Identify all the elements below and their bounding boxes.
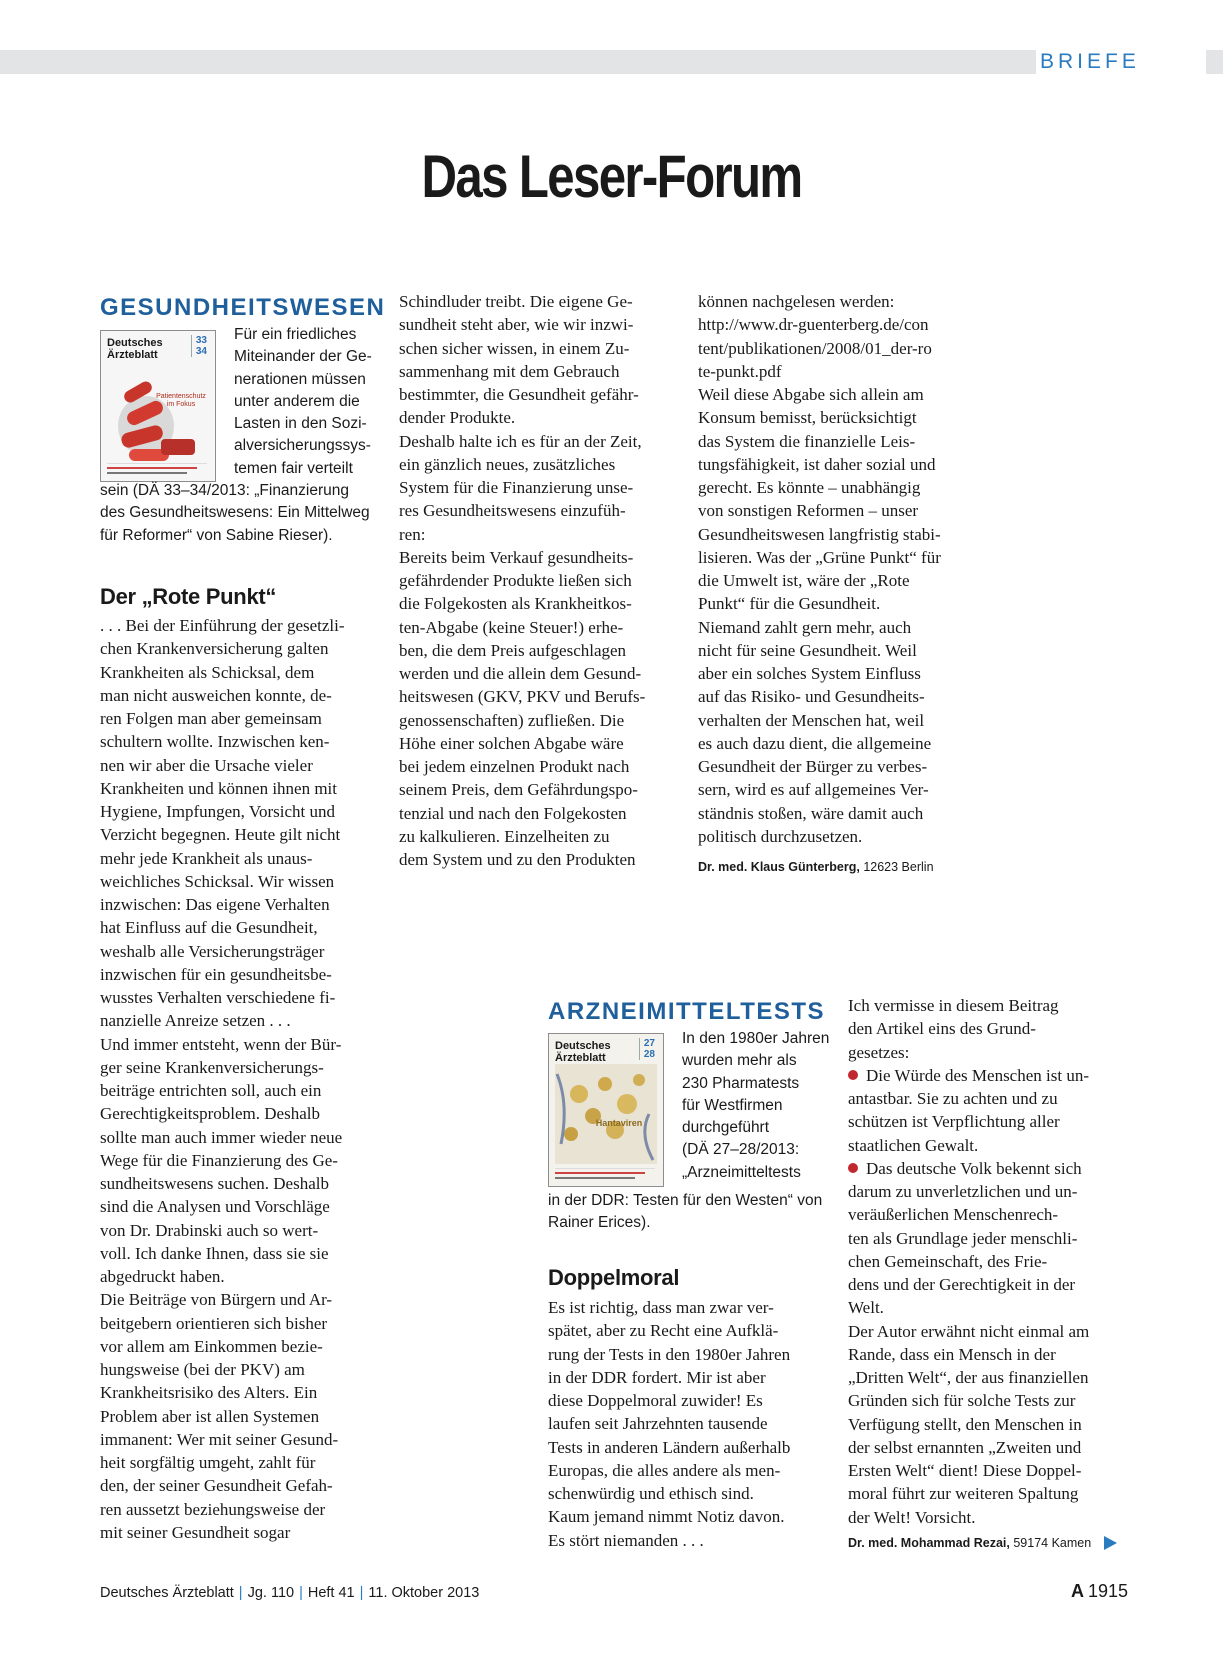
bullet-dot-icon — [848, 1070, 858, 1080]
letter-body-column-1: . . . Bei der Einführung der gesetzli- chen Krankenversicherung galten Krankheiten als Schicksal, dem man nicht ausweichen konnte, de- ren Folgen man aber gemeinsam schultern wollte. Inzwischen ken- nen wir aber die Ursache vieler Krankheiten und können ihnen mit Hygiene, Impfungen, Vorsicht und Verzicht begegnen. Heute gilt nicht mehr jede Krankheit als unaus- weichliches Schicksal. Wir wissen inzwischen: Das eigene Verhalten hat Einfluss auf die Gesundheit, weshalb alle Versicherungsträger inzwischen für ein gesundheitsbe- wusstes Verhalten verschiedene fi- nanzielle Anreize setzen . . . Und immer entsteht, wenn der Bür- ger seine Krankenversicherungs- beiträge entrichten soll, auch ein Gerechtigkeitsproblem. Deshalb sollte man auch immer wieder neue Wege für die Finanzierung des Ge- sundheitswesens suchen. Deshalb sind die Analysen und Vorschläge von Dr. Drabinski auch so wert- voll. Ich danke Ihnen, dass sie sie abgedruckt haben. Die Beiträge von Bürgern und Ar- beitgebern orientieren sich bisher vor allem am Einkommen bezie- hungsweise (bei der PKV) am Krankheitsrisiko des Alters. Ein Problem aber ist allen Systemen immanent: Wer mit seiner Gesund- heit sorgfältig umgeht, zahlt für den, der seiner Gesundheit Gefah- ren aussetzt beziehungsweise der mit seiner Gesundheit sogar — [100, 616, 345, 1542]
section-label: BRIEFE — [1036, 49, 1206, 75]
cover-masthead: Deutsches Ärzteblatt — [107, 337, 163, 361]
topic-kicker-arzneimitteltests: ARZNEIMITTELTESTS — [548, 998, 826, 1025]
letter-body-column-2: Ich vermisse in diesem Beitrag den Artikel eins des Grund- gesetzes: Die Würde des Menschen ist un- antastbar. Sie zu achten und zu schützen ist Verpflichtung aller staatlichen Gewalt. Das deutsche Volk bekennt sich darum zu unverletzlichen und un- veräußerlichen Menschenrech- ten als Grundlage jeder menschli- chen Gemeinschaft, des Frie- dens und der Gerechtigkeit in der Welt. Der Autor erwähnt nicht einmal am Rande, dass ein Mensch in der „Dritten Welt“, der aus finanziellen Gründen sich für solche Tests zur Verfügung stellt, den Menschen in der selbst ernannten „Zweiten und Ersten Welt“ dient! Diese Doppel- moral führt zur weiteren Spaltung der Welt! Vorsicht. — [848, 996, 1090, 1527]
continue-arrow-icon — [1104, 1536, 1117, 1550]
cover-thumbnail — [548, 1033, 664, 1187]
footer-volume: Jg. 110 — [247, 1585, 295, 1601]
letter-body-column-2: Schindluder treibt. Die eigene Ge- sundheit steht aber, wie wir inzwi- schen sicher wissen, in einem Zu- sammenhang mit dem Gebrauch bestimmter, die Gesundheit gefähr- dender Produkte. Deshalb halte ich es für an der Zeit, ein gänzlich neues, zusätzliches System für die Finanzierung unse- res Gesundheitswesens einzufüh- ren: Bereits beim Verkauf gesundheits- gefährdender Produkte ließen sich die Folgekosten als Krankheitkos- ten-Abgabe (keine Steuer!) erhe- ben, die dem Preis aufgeschlagen werden und die allein dem Gesund- heitswesen (GKV, PKV und Berufs- genossenschaften) zufließen. Die Höhe einer solchen Abgabe wäre bei jedem einzelnen Produkt nach seinem Preis, dem Gefährdungspo- tenzial und nach den Folgekosten zu kalkulieren. Einzelheiten zu dem System und zu den Produkten — [399, 292, 646, 869]
cover-footer — [555, 1168, 655, 1181]
footer-journal: Deutsches Ärzteblatt — [100, 1585, 234, 1601]
cover-issue-number: 33 34 — [191, 335, 207, 357]
lead-text: Für ein friedliches Miteinander der Ge- nerationen müssen unter anderem die Lasten in den Sozi- alversicherungssys- temen fair verteilt — [234, 326, 372, 477]
cover-masthead: Deutsches Ärzteblatt — [555, 1040, 611, 1064]
letter-body-column-3: können nachgelesen werden: http://www.dr-guenterberg.de/con tent/publikationen/2008/01_der-ro te-punkt.pdf Weil diese Abgabe sich allein am Konsum bemisst, berücksichtigt das System die finanzielle Leis- tungsfähigkeit, ist daher sozial und gerecht. Es könnte – unabhängig von sonstigen Reformen – unser Gesundheitswesen langfristig stabi- lisieren. Was der „Grüne Punkt“ für die Umwelt ist, wäre der „Rote Punkt“ für die Gesundheit. Niemand zahlt gern mehr, auch nicht für seine Gesundheit. Weil aber ein solches System Einfluss auf das Risiko- und Gesundheits- verhalten der Menschen hat, weil es auch dazu dient, die allgemeine Gesundheit der Bürger zu verbes- sern, wird es auf allgemeines Ver- ständnis stoßen, wäre damit auch politisch durchzusetzen. — [698, 292, 941, 846]
cover-headline: Hantaviren — [595, 1118, 643, 1128]
letter-headline: Der „Rote Punkt“ — [100, 584, 277, 609]
lead-text-continued: sein (DÄ 33–34/2013: „Finanzierung des Gesundheitswesens: Ein Mittelweg für Reformer“ von Sabine Rieser). — [100, 482, 370, 544]
lead-text-continued: in der DDR: Testen für den Westen“ von Rainer Erices). — [548, 1192, 823, 1232]
cover-headline: Patientenschutz im Fokus — [156, 393, 206, 408]
topic-kicker-gesundheitswesen: GESUNDHEITSWESEN — [100, 294, 386, 321]
bullet-item: Die Würde des Menschen ist un- — [848, 1064, 1089, 1087]
cover-footer — [107, 463, 207, 476]
page-title: Das Leser-Forum — [421, 143, 802, 210]
letter-signature: Dr. med. Klaus Günterberg, 12623 Berlin — [698, 860, 934, 874]
page-footer-citation: Deutsches Ärzteblatt | Jg. 110 | Heft 41 | 11. Oktober 2013 — [100, 1585, 480, 1601]
page-number: A 1915 — [1071, 1581, 1129, 1601]
bullet-item: Das deutsche Volk bekennt sich — [848, 1157, 1089, 1180]
footer-issue: Heft 41 — [307, 1585, 355, 1601]
letter-headline: Doppelmoral — [548, 1265, 680, 1290]
cover-thumbnail — [100, 330, 216, 482]
letter-body-column-1: Es ist richtig, dass man zwar ver- spätet, aber zu Recht eine Aufklä- rung der Tests in den 1980er Jahren in der DDR fordert. Mir ist aber diese Doppelmoral zuwider! Es laufen seit Jahrzehnten tausende Tests in anderen Ländern außerhalb Europas, die alles andere als men- schenwürdig und ethisch sind. Kaum jemand nimmt Notiz davon. Es stört niemanden . . . — [548, 1298, 791, 1550]
bullet-dot-icon — [848, 1163, 858, 1173]
footer-date: 11. Oktober 2013 — [368, 1585, 480, 1601]
letter-signature: Dr. med. Mohammad Rezai, 59174 Kamen — [848, 1536, 1092, 1550]
lead-text: In den 1980er Jahren wurden mehr als 230 Pharmatests für Westfirmen durchgeführt (DÄ 27–28/2013: „Arzneimitteltests — [682, 1030, 830, 1181]
cover-issue-number: 27 28 — [639, 1038, 655, 1060]
